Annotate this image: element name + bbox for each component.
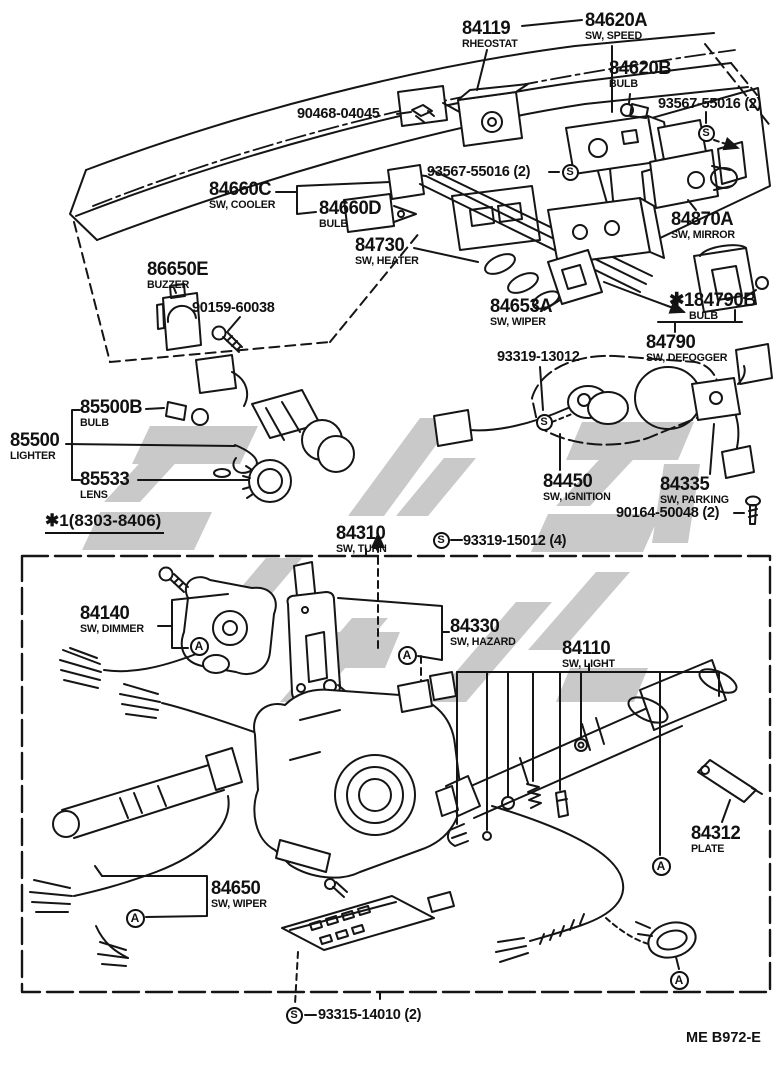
- part-name: SW, DEFOGGER: [646, 352, 728, 364]
- part-label-84620B: [609, 59, 673, 90]
- fastener-label-90164500482: 90164-50048 (2): [616, 504, 720, 521]
- part-name: SW, MIRROR: [671, 229, 735, 241]
- fastener-label-93319150124: 93319-15012 (4): [463, 532, 567, 549]
- screw-marker: S: [562, 164, 579, 181]
- part-name: PLATE: [691, 843, 725, 855]
- part-name: RHEOSTAT: [462, 38, 518, 50]
- part-label-86650E: [147, 260, 210, 291]
- part-name: SW, SPEED: [585, 30, 642, 42]
- assembly-marker: A: [190, 637, 209, 656]
- part-number: 85500: [10, 430, 60, 451]
- drawing-code: ME B972-E: [686, 1030, 761, 1046]
- part-name: SW, COOLER: [209, 199, 276, 211]
- fastener-label-9331913012: 93319-13012: [497, 348, 580, 365]
- part-label-84660D: [319, 199, 383, 230]
- part-number: 84140: [80, 603, 130, 624]
- part-number: 84730: [355, 235, 405, 256]
- part-number: 84620B: [609, 58, 672, 79]
- screw-marker: S: [433, 532, 450, 549]
- part-name: SW, TURN: [336, 543, 387, 555]
- part-label-84660C: [209, 180, 277, 211]
- part-name: SW, HEATER: [355, 255, 419, 267]
- part-number: 84110: [562, 638, 611, 659]
- part-number: 84660C: [209, 179, 272, 200]
- assembly-marker: A: [652, 857, 671, 876]
- screw-marker: S: [286, 1007, 303, 1024]
- part-number: 84119: [462, 18, 511, 39]
- fastener-label-93567550162: 93567-55016 (2): [427, 163, 531, 180]
- part-label-84790: [646, 333, 730, 364]
- fastener-label-9015960038: 90159-60038: [192, 299, 275, 316]
- part-number: 86650E: [147, 259, 209, 280]
- part-name: BULB: [80, 417, 109, 429]
- assembly-marker: A: [670, 971, 689, 990]
- applicability-footnote: ✱1(8303-8406): [45, 512, 164, 534]
- part-name: SW, PARKING: [660, 494, 729, 506]
- fastener-label-93567550162: 93567-55016 (2): [658, 95, 762, 112]
- part-name: SW, WIPER: [490, 316, 546, 328]
- part-label-84110: [562, 639, 616, 670]
- part-name: SW, HAZARD: [450, 636, 516, 648]
- part-label-84335: [660, 475, 731, 506]
- part-number: ✱184790B: [669, 290, 757, 311]
- part-number: 84650: [211, 878, 261, 899]
- screw-marker: S: [698, 125, 715, 142]
- part-number: 84450: [543, 471, 593, 492]
- part-label-85500B: [80, 398, 144, 429]
- part-name: BULB: [689, 310, 718, 322]
- part-name: BULB: [319, 218, 348, 230]
- part-number: 84335: [660, 474, 710, 495]
- part-label-85533: [80, 470, 131, 501]
- part-name: BUZZER: [147, 279, 190, 291]
- part-number: 84870A: [671, 209, 734, 230]
- part-number: 84653A: [490, 296, 553, 317]
- part-name: LENS: [80, 489, 108, 501]
- part-name: LIGHTER: [10, 450, 56, 462]
- part-label-84653A: [490, 297, 554, 328]
- part-label-84330: [450, 617, 518, 648]
- part-label-84870A: [671, 210, 737, 241]
- part-label-84730: [355, 236, 421, 267]
- part-name: BULB: [609, 78, 638, 90]
- part-label-184790B: [669, 291, 759, 322]
- part-name: SW, IGNITION: [543, 491, 611, 503]
- part-number: 85533: [80, 469, 130, 490]
- part-label-85500: [10, 431, 61, 462]
- part-name: SW, DIMMER: [80, 623, 144, 635]
- part-label-84310: [336, 524, 388, 555]
- part-label-84450: [543, 472, 613, 503]
- part-label-84140: [80, 604, 146, 635]
- assembly-marker: A: [126, 909, 145, 928]
- part-number: 84330: [450, 616, 500, 637]
- fastener-label-93315140102: 93315-14010 (2): [318, 1006, 422, 1023]
- part-number: 84310: [336, 523, 386, 544]
- part-number: 85500B: [80, 397, 143, 418]
- part-label-84620A: [585, 11, 649, 42]
- part-number: 84660D: [319, 198, 382, 219]
- part-name: SW, WIPER: [211, 898, 267, 910]
- part-name: SW, LIGHT: [562, 658, 615, 670]
- assembly-marker: A: [398, 646, 417, 665]
- part-label-84312: [691, 824, 742, 855]
- part-label-84119: [462, 19, 519, 50]
- screw-marker: S: [536, 414, 553, 431]
- part-number: 84312: [691, 823, 741, 844]
- part-label-84650: [211, 879, 268, 910]
- part-number: 84790: [646, 332, 696, 353]
- part-number: 84620A: [585, 10, 648, 31]
- fastener-label-9046804045: 90468-04045: [297, 105, 380, 122]
